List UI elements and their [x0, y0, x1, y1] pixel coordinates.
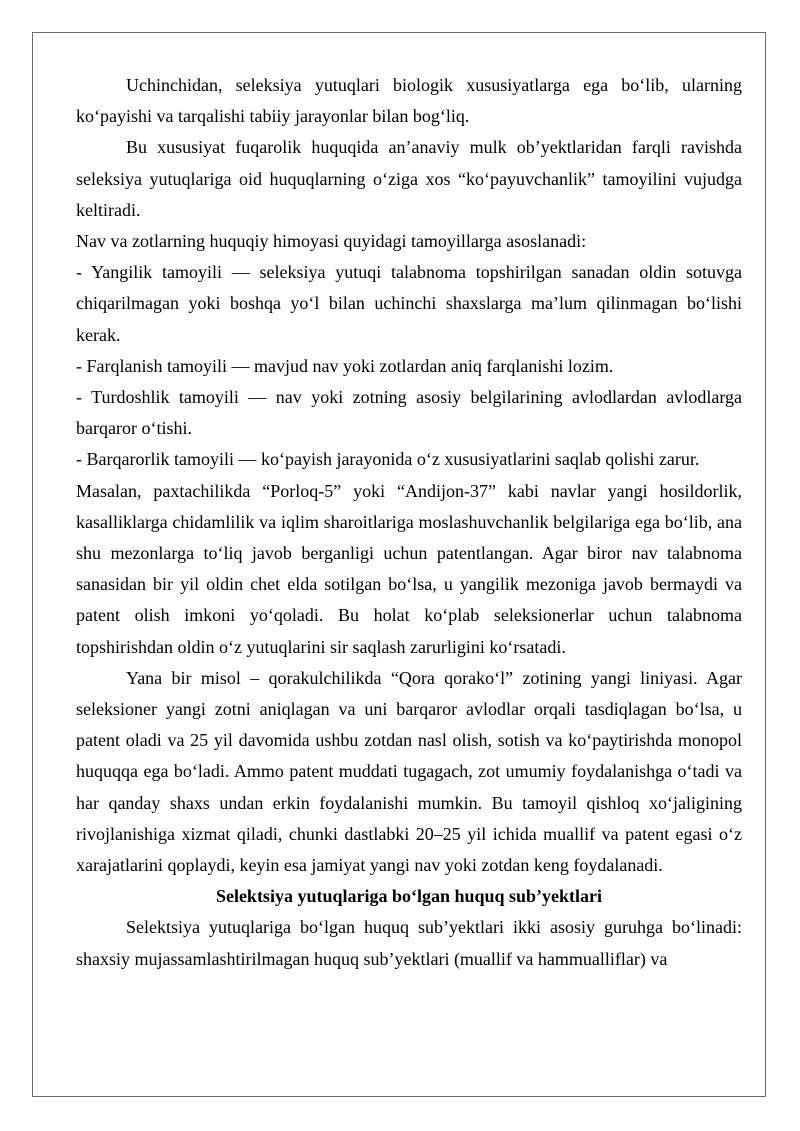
- paragraph-1: Uchinchidan, seleksiya yutuqlari biologik xususiyatlarga ega bo‘lib, ularning ko‘payishi va tarqalishi tabiiy jarayonlar bilan bog‘liq.: [76, 75, 742, 127]
- paragraph-example-karakul: Yana bir misol – qorakulchilikda “Qora qorako‘l” zotining yangi liniyasi. Agar seleksioner yangi zotni aniqlagan va uni barqaror avlodlar orqali tasdiqlagan bo‘lsa, u patent oladi va 25 yil davomida ushbu zotdan nasl olish, sotish va ko‘paytirishda monopol huquqqa ega bo‘ladi. Ammo patent muddati tugagach, zot umumiy foydalanishga o‘tadi va har qanday shaxs undan erkin foydalanishi mumkin. Bu tamoyil qishloq xo‘jaligining rivojlanishiga xizmat qiladi, chunki dastlabki 20–25 yil ichida muallif va patent egasi o‘z xarajatlarini qoplaydi, keyin esa jamiyat yangi nav yoki zotdan keng foydalanadi.: [76, 667, 742, 876]
- paragraph-2: Bu xususiyat fuqarolik huquqida an’anaviy mulk ob’yektlaridan farqli ravishda seleksiya yutuqlariga oid huquqlarning o‘ziga xos “ko‘payuvchanlik” tamoyilini vujudga keltiradi.: [76, 137, 742, 220]
- paragraph-example-cotton: Masalan, paxtachilikda “Porloq-5” yoki “Andijon-37” kabi navlar yangi hosildorlik, kasalliklarga chidamlilik va iqlim sharoitlariga moslashuvchanlik belgilariga ega bo‘lib, ana shu mezonlarga to‘liq javob berganligi uchun patentlangan. Agar biror nav talabnoma sanasidan bir yil oldin chet elda sotilgan bo‘lsa, u yangilik mezoniga javob bermaydi va patent olish imkoni yo‘qoladi. Bu holat ko‘plab seleksionerlar uchun talabnoma topshirishdan oldin o‘z yutuqlarini sir saqlash zarurligini ko‘rsatadi.: [76, 480, 742, 657]
- list-item-barqarorlik: - Barqarorlik tamoyili — ko‘payish jarayonida o‘z xususiyatlarini saqlab qolishi zarur.: [76, 449, 700, 470]
- list-item-yangilik: - Yangilik tamoyili — seleksiya yutuqi talabnoma topshirilgan sanadan oldin sotuvga chiqarilmagan yoki boshqa yo‘l bilan uchinchi shaxslarga ma’lum qilinmagan bo‘lishi kerak.: [76, 262, 742, 345]
- list-item-farqlanish: - Farqlanish tamoyili — mavjud nav yoki zotlardan aniq farqlanishi lozim.: [76, 355, 614, 376]
- list-item-turdoshlik: - Turdoshlik tamoyili — nav yoki zotning asosiy belgilarining avlodlardan avlodlarga barqaror o‘tishi.: [76, 387, 742, 439]
- paragraph-3: Nav va zotlarning huquqiy himoyasi quyidagi tamoyillarga asoslanadi:: [76, 231, 587, 252]
- paragraph-subjects: Selektsiya yutuqlariga bo‘lgan huquq sub’yektlari ikki asosiy guruhga bo‘linadi: shaxsiy mujassamlashtirilmagan huquq sub’yektlari (muallif va hammualliflar) va: [76, 917, 742, 969]
- document-body: [76, 70, 742, 975]
- section-heading: Selektsiya yutuqlariga bo‘lgan huquq sub’yektlari: [215, 886, 603, 907]
